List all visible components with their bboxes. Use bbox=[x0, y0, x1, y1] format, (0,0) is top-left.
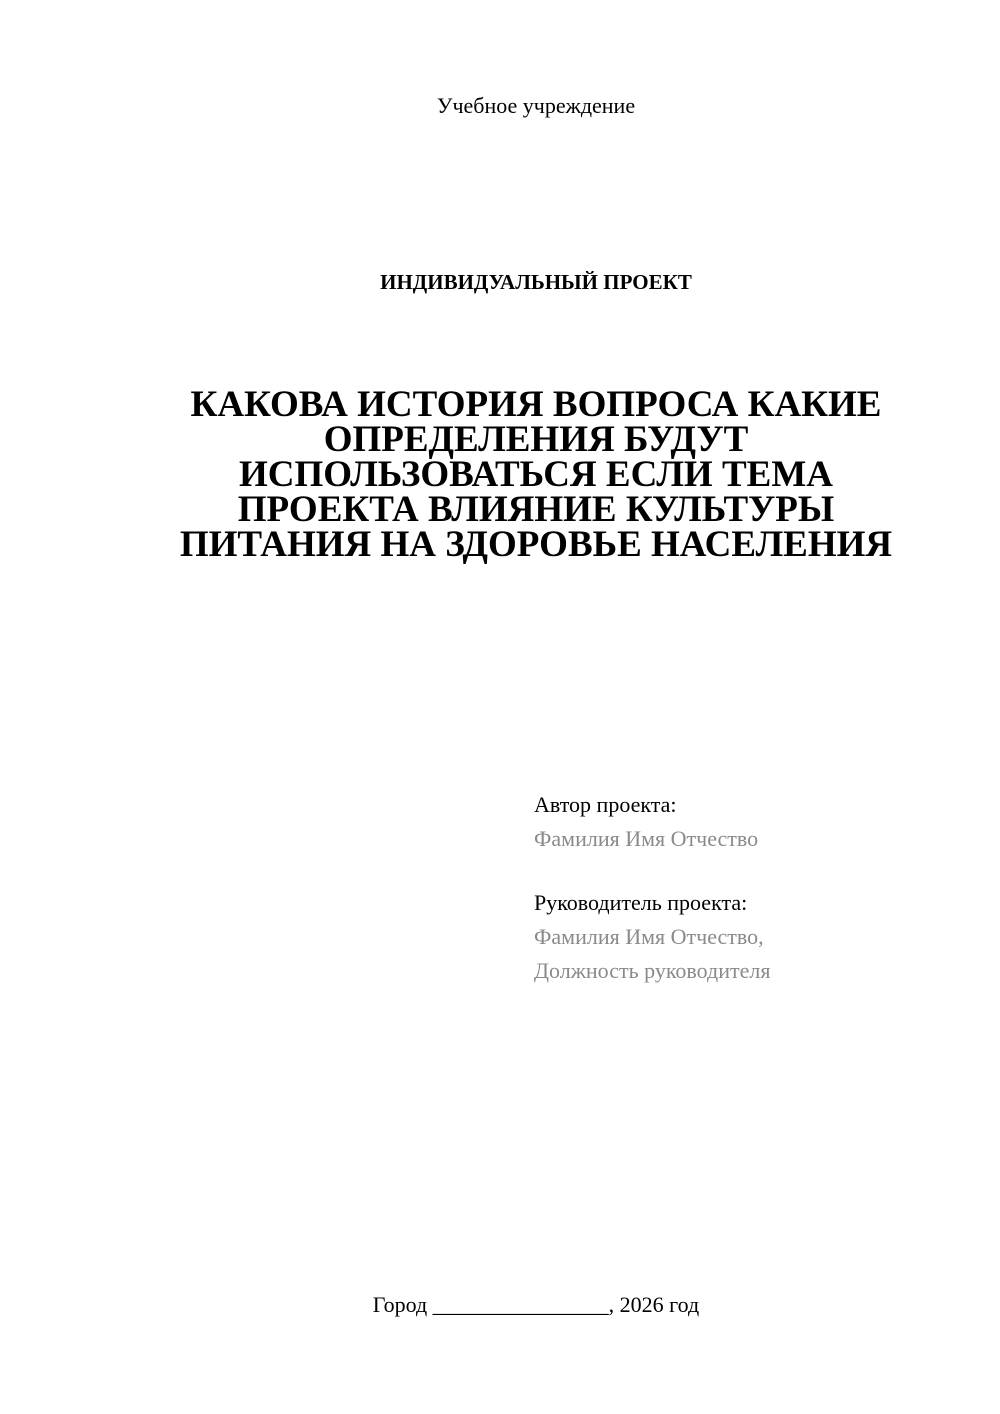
supervisor-position: Должность руководителя bbox=[534, 958, 771, 983]
project-info-block bbox=[534, 788, 954, 988]
project-title-line: ПИТАНИЯ НА ЗДОРОВЬЕ НАСЕЛЕНИЯ bbox=[179, 524, 893, 565]
institution-name: Учебное учреждение bbox=[436, 93, 636, 118]
info-spacer bbox=[534, 856, 954, 886]
city-year-footer: Город ________________, 2026 год bbox=[372, 1292, 700, 1317]
project-title-line: ОПРЕДЕЛЕНИЯ БУДУТ bbox=[323, 419, 749, 460]
author-label: Автор проекта: bbox=[534, 792, 677, 817]
supervisor-label: Руководитель проекта: bbox=[534, 890, 748, 915]
supervisor-name: Фамилия Имя Отчество, bbox=[534, 924, 764, 949]
document-type: ИНДИВИДУАЛЬНЫЙ ПРОЕКТ bbox=[380, 270, 692, 294]
author-name: Фамилия Имя Отчество bbox=[534, 826, 759, 851]
project-title bbox=[150, 384, 922, 565]
project-title-line: ИСПОЛЬЗОВАТЬСЯ ЕСЛИ ТЕМА bbox=[239, 454, 833, 495]
project-title-line: ПРОЕКТА ВЛИЯНИЕ КУЛЬТУРЫ bbox=[237, 489, 835, 530]
project-title-line: КАКОВА ИСТОРИЯ ВОПРОСА КАКИЕ bbox=[190, 384, 882, 425]
